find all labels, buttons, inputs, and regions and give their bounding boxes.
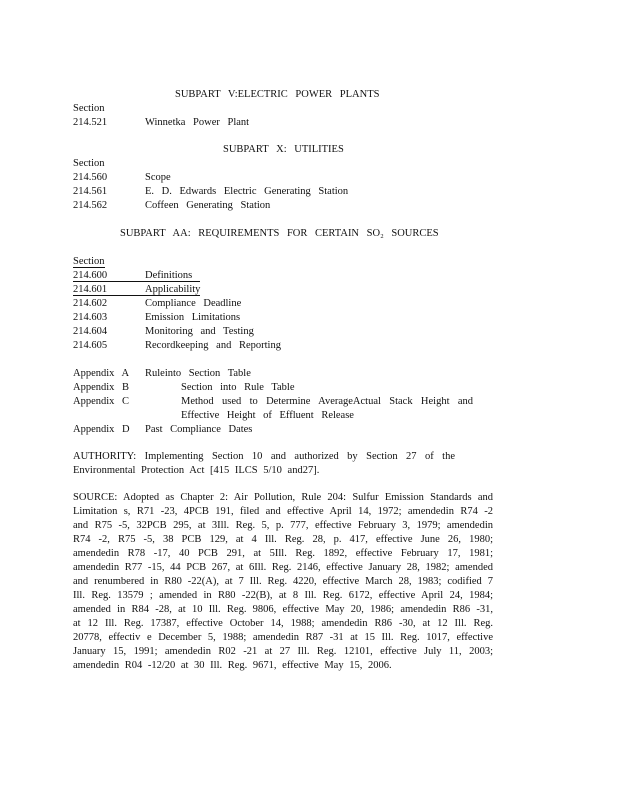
section-title: Compliance Deadline	[145, 298, 242, 309]
appendix-title: Method used to Determine AverageActual Stack Height and Effective Height of Effluent Release	[181, 396, 473, 421]
appendix-label: Appendix D	[73, 424, 130, 435]
appendix-label: Appendix C	[73, 396, 130, 407]
authority-paragraph: AUTHORITY: Implementing Section 10 and authorized by Section 27 of the Environmental Protection Act [415 ILCS 5/10 and27].	[73, 451, 455, 476]
underline-rule	[73, 267, 105, 268]
subpart-v-heading: SUBPART V:ELECTRIC POWER PLANTS	[175, 89, 380, 100]
section-title: Definitions	[145, 270, 193, 281]
underline-rule	[73, 295, 200, 296]
section-title: Coffeen Generating Station	[145, 200, 271, 211]
section-title: Monitoring and Testing	[145, 326, 254, 337]
section-number: 214.602	[73, 298, 108, 309]
appendix-title: Past Compliance Dates	[145, 424, 253, 435]
subpart-x-section-label: Section	[73, 158, 105, 169]
underline-rule	[73, 281, 200, 282]
subpart-aa-heading: SUBPART AA: REQUIREMENTS FOR CERTAIN SO₂ SOURCES	[120, 228, 439, 239]
section-title: E. D. Edwards Electric Generating Station	[145, 186, 349, 197]
appendix-label: Appendix A	[73, 368, 130, 379]
subpart-x-heading: SUBPART X: UTILITIES	[223, 144, 344, 155]
section-number: 214.600	[73, 270, 108, 281]
section-title: Emission Limitations	[145, 312, 241, 323]
section-number: 214.561	[73, 186, 108, 197]
section-title: Scope	[145, 172, 171, 183]
section-number: 214.560	[73, 172, 108, 183]
section-number: 214.603	[73, 312, 108, 323]
source-paragraph: SOURCE: Adopted as Chapter 2: Air Pollution, Rule 204: Sulfur Emission Standards and Limitation s, R71 -23, 4PCB 191, filed and effective April 14, 1972; amendedin R74 -2 and R75 -5, 32PCB 295, at 3Ill. Reg. 5, p. 777, effective February 3, 1979; amendedin R74 -2, R75 -5, 38 PCB 129, at 4 Ill. Reg. 28, p. 417, effective June 26, 1980; amendedin R78 -17, 40 PCB 291, at 5Ill. Reg. 1892, effective February 17, 1981; amendedin R77 -15, 44 PCB 267, at 6Ill. Reg. 2146, effective January 28, 1982; amended and renumbered in R80 -22(A), at 7 Ill. Reg. 4220, effective March 28, 1983; codified 7 Ill. Reg. 13579 ; amended in R80 -22(B), at 8 Ill. Reg. 6172, effective April 24, 1984; amended in R84 -28, at 10 Ill. Reg. 9806, effective May 20, 1986; amendedin R86 -31, at 12 Ill. Reg. 17387, effective October 14, 1988; amendedin R86 -30, at 12 Ill. Reg. 20778, effectiv e December 5, 1988; amendedin R87 -31 at 15 Ill. Reg. 1017, effective January 15, 1991; amendedin R02 -21 at 27 Ill. Reg. 12101, effective July 11, 2003; amendedin R04 -12/20 at 30 Ill. Reg. 9671, effective May 15, 2006.	[73, 492, 493, 671]
appendix-title: Ruleinto Section Table	[145, 368, 251, 379]
section-title: Recordkeeping and Reporting	[145, 340, 281, 351]
appendix-label: Appendix B	[73, 382, 130, 393]
section-title: Winnetka Power Plant	[145, 117, 250, 128]
section-title: Applicability	[145, 284, 201, 295]
section-number: 214.604	[73, 326, 108, 337]
subpart-v-section-label: Section	[73, 103, 105, 114]
appendix-title: Section into Rule Table	[181, 382, 295, 393]
section-number: 214.601	[73, 284, 108, 295]
section-number: 214.521	[73, 117, 108, 128]
subpart-aa-section-label: Section	[73, 256, 105, 267]
section-number: 214.605	[73, 340, 108, 351]
section-number: 214.562	[73, 200, 108, 211]
